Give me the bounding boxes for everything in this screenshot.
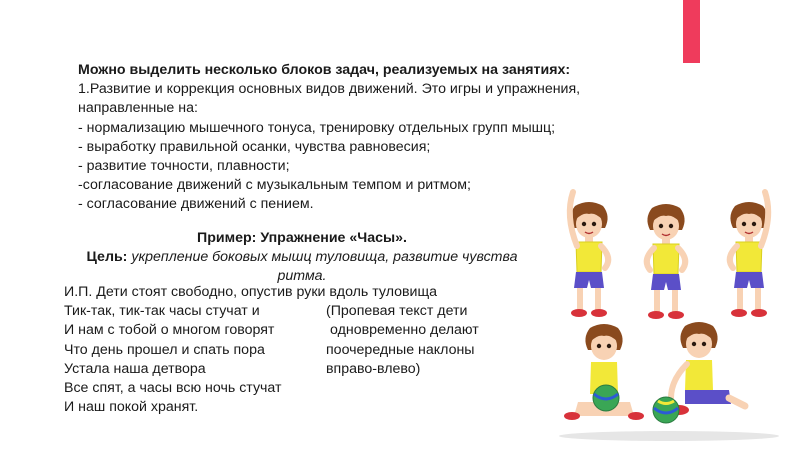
poem-verse: Все спят, а часы всю ночь стучат: [64, 379, 282, 396]
tasks-line: - выработку правильной осанки, чувства равновесия;: [78, 138, 431, 155]
tasks-line: - развитие точности, плавности;: [78, 158, 290, 175]
example-title: Пример: Упражнение «Часы».: [197, 230, 407, 246]
child-figure-2: [647, 204, 685, 319]
poem-verse: Тик-так, тик-так часы стучат и: [64, 303, 260, 320]
poem-instructions: [326, 302, 479, 379]
accent-bar: [683, 0, 700, 63]
tasks-line: -согласование движений с музыкальным темпом и ритмом;: [78, 177, 471, 194]
child-sitting-2: [669, 322, 745, 415]
instruction-line: одновременно делают: [330, 322, 479, 339]
example-block: [64, 229, 540, 287]
poem-verse: И наш покой хранят.: [64, 399, 199, 416]
start-position: И.П. Дети стоят свободно, опустив руки вдоль туловища: [64, 284, 438, 300]
tasks-line: - согласование движений с пением.: [78, 196, 314, 213]
goal-label: Цель:: [86, 249, 128, 266]
poem-verse: И нам с тобой о многом говорят: [64, 322, 275, 339]
ball: [653, 397, 679, 423]
instruction-line: (Пропевая текст дети: [326, 303, 468, 320]
poem-block: [64, 283, 479, 416]
instruction-line: вправо-влево): [326, 360, 421, 377]
children-exercise-illustration: [544, 188, 794, 446]
tasks-heading: Можно выделить несколько блоков задач, реализуемых на занятиях:: [78, 62, 571, 78]
instruction-line: поочередные наклоны: [326, 341, 475, 358]
child-figure-3: [730, 192, 768, 317]
goal-text: укрепление боковых мышц туловища, развитие чувства ритма.: [131, 249, 518, 285]
tasks-line: 1.Развитие и коррекция основных видов движений. Это игры и упражнения,: [78, 81, 581, 98]
poem-verses: [64, 302, 282, 417]
example-goal: [64, 248, 540, 286]
tasks-line: направленные на:: [78, 100, 198, 117]
poem-verse: Что день прошел и спать пора: [64, 341, 265, 358]
poem-verse: Устала наша детвора: [64, 360, 206, 377]
tasks-line: - нормализацию мышечного тонуса, тренировку отдельных групп мышц;: [78, 119, 556, 136]
child-figure-1: [570, 192, 608, 317]
child-sitting-1: [564, 324, 644, 420]
